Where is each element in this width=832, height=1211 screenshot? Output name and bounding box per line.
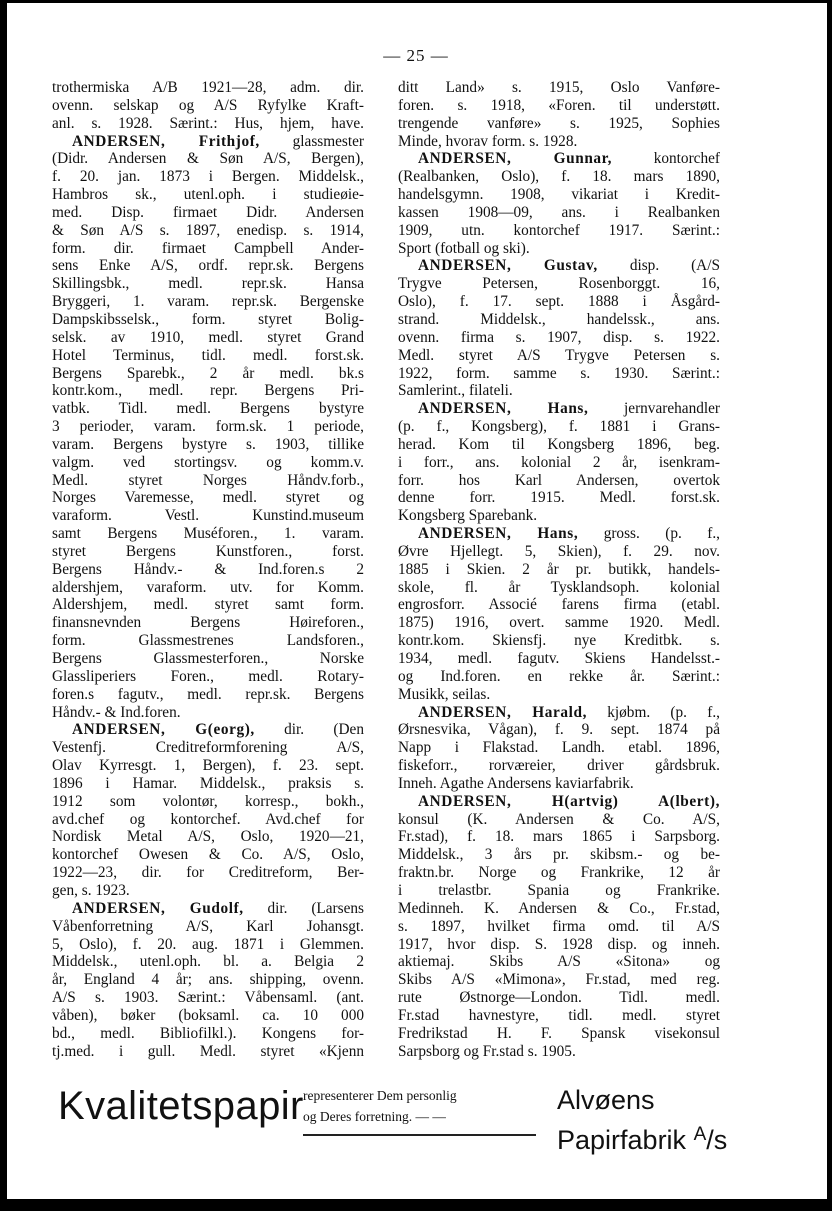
entry-text: Hotel Terminus, tidl. medl. forst.sk. [52, 346, 364, 364]
text-line [398, 1007, 720, 1025]
text-line [398, 454, 720, 472]
text-line [398, 721, 720, 739]
text-line [398, 757, 720, 775]
text-line [398, 793, 720, 811]
text-line [52, 240, 364, 258]
entry-text: kontorchef [612, 150, 720, 168]
text-line [398, 293, 720, 311]
text-line [398, 739, 720, 757]
entry-text: Napp i Flakstad. Landh. etabl. 1896, [398, 739, 720, 757]
entry-text: selsk. av 1910, medl. styret Grand [52, 328, 364, 346]
entry-text: samt Bergens Muséforen., 1. varam. [52, 525, 364, 543]
text-line [52, 704, 364, 722]
text-line [52, 222, 364, 240]
text-line [398, 115, 720, 133]
text-line [398, 650, 720, 668]
entry-text: handelsgymn. 1908, vikariat i Kredit- [398, 186, 720, 204]
entry-text: og Ind.foren. en rekke år. Særint.: [398, 667, 720, 685]
entry-text: engrosforr. Associé farens firma (etabl. [398, 596, 720, 614]
entry-text: styret Bergens Kunstforen., forst. [52, 542, 364, 560]
text-line [398, 186, 720, 204]
entry-text: trothermiska A/B 1921—28, adm. dir. [52, 79, 364, 96]
entry-text: finansnevnden Bergens Høireforen., [52, 614, 364, 632]
text-line [52, 329, 364, 347]
entry-text: Musikk, seilas. [398, 685, 491, 703]
text-line [52, 739, 364, 757]
entry-text: Bergens Håndv.- & Ind.foren.s 2 [52, 560, 364, 578]
text-line [52, 311, 364, 329]
text-line [398, 347, 720, 365]
text-line [52, 400, 364, 418]
entry-text: (Didr. Andersen & Søn A/S, Bergen), [52, 150, 364, 168]
entry-text: s. 1897, hvilket firma omd. til A/S [398, 917, 720, 935]
text-line [398, 1043, 720, 1061]
entry-text: & Søn A/S s. 1897, enedisp. s. 1914, [52, 221, 364, 239]
entry-text: Glassliperiers Foren., medl. Rotary- [52, 667, 364, 685]
text-line [52, 525, 364, 543]
ad-company-suffix: /s [706, 1125, 728, 1155]
entry-text: Medinneh. K. Andersen & Co., Fr.stad, [398, 899, 720, 917]
entry-text: konsul (K. Andersen & Co. A/S, [398, 810, 720, 828]
text-line [52, 900, 364, 918]
entry-text: tj.med. i gull. Medl. styret «Kjenn [52, 1042, 364, 1060]
text-line [398, 775, 720, 793]
text-line [398, 133, 720, 151]
text-line [52, 97, 364, 115]
text-line [398, 704, 720, 722]
entry-text: foren. s. 1918, «Foren. til understøtt. [398, 96, 720, 114]
entry-text: fiskeforr., rorværeier, driver gårdsbruk. [398, 757, 720, 775]
entry-text: 1875) 1916, overt. samme 1920. Medl. [398, 614, 720, 632]
entry-text: kassen 1908—09, ans. i Realbanken [398, 203, 720, 221]
text-line [52, 614, 364, 632]
entry-text: Ørsnesvika, Vågan), f. 9. sept. 1874 på [398, 721, 720, 739]
text-line [52, 918, 364, 936]
text-line [398, 222, 720, 240]
entry-name: ANDERSEN, Hans, [418, 525, 579, 543]
entry-text: Sarpsborg og Fr.stad s. 1905. [398, 1042, 576, 1060]
text-line [398, 561, 720, 579]
entry-name: ANDERSEN, H(artvig) A(lbert), [418, 792, 720, 810]
text-line [52, 828, 364, 846]
entry-text: Bergens Glassmesterforen., Norske [52, 650, 364, 667]
entry-text: forr. hos Karl Andersen, overtok [398, 471, 720, 489]
text-line [52, 79, 364, 97]
ad-company-line2 [557, 1124, 727, 1156]
text-line [398, 864, 720, 882]
entry-name: ANDERSEN, Hans, [418, 400, 589, 418]
text-line [52, 953, 364, 971]
text-line [52, 668, 364, 686]
entry-text: i trelastbr. Spania og Frankrike. [398, 881, 720, 899]
entry-text: Aldershjem, medl. styret samt form. [52, 596, 364, 614]
entry-text: 1917, hvor disp. S. 1928 disp. og inneh. [398, 935, 720, 953]
entry-text: 5, Oslo), f. 20. aug. 1871 i Glemmen. [52, 935, 364, 953]
entry-text: ovenn. firma s. 1907, disp. s. 1922. [398, 328, 720, 346]
entry-text: kontorchef Owesen & Co. A/S, Oslo, [52, 846, 364, 864]
page-frame-top [0, 0, 832, 3]
text-line [398, 204, 720, 222]
entry-text: varam. Bergens bystyre s. 1903, tillike [52, 435, 364, 453]
text-line [52, 1025, 364, 1043]
text-line [52, 757, 364, 775]
text-line [398, 257, 720, 275]
text-line [52, 775, 364, 793]
entry-text: trengende vanføre» s. 1925, Sophies [398, 114, 720, 132]
entry-text: form. Glassmestrenes Landsforen., [52, 632, 364, 650]
entry-text: kjøbm. (p. f., [587, 703, 721, 721]
text-line [52, 846, 364, 864]
text-line [52, 436, 364, 454]
entry-text: år, England 4 år; ans. shipping, ovenn. [52, 971, 364, 989]
entry-text: kontr.kom. Skiensfj. nye Kreditbk. s. [398, 632, 720, 650]
entry-text: Olav Kyrresgt. 1, Bergen), f. 23. sept. [52, 757, 364, 775]
text-line [398, 936, 720, 954]
entry-text: gen, s. 1923. [52, 881, 130, 899]
entry-text: glassmester [259, 132, 364, 150]
text-line [52, 543, 364, 561]
text-line [52, 507, 364, 525]
text-line [52, 1007, 364, 1025]
text-line [52, 579, 364, 597]
entry-text: denne forr. 1915. Medl. forst.sk. [398, 489, 720, 507]
entry-name: ANDERSEN, Gustav, [418, 257, 598, 275]
entry-text: 1885 i Skien. 2 år pr. butikk, handels- [398, 560, 720, 578]
entry-text: foren.s fagutv., medl. repr.sk. Bergens [52, 685, 364, 703]
entry-name: ANDERSEN, Gunnar, [418, 150, 613, 168]
entry-text: med. Disp. firmaet Didr. Andersen [52, 203, 364, 221]
entry-text: Middelsk., 3 års pr. skibsm.- og be- [398, 846, 720, 864]
entry-text: 1922—23, dir. for Creditreform, Ber- [52, 864, 364, 882]
text-line [52, 989, 364, 1007]
entry-text: 1922, form. samme s. 1930. Særint.: [398, 364, 720, 382]
entry-text: Medl. styret Norges Håndv.forb., [52, 471, 364, 489]
text-line [398, 900, 720, 918]
entry-text: Norges Varemesse, medl. styret og [52, 489, 364, 507]
text-line [398, 150, 720, 168]
entry-text: 1934, medl. fagutv. Skiens Handelsst.- [398, 650, 720, 667]
text-line [398, 400, 720, 418]
ad-tagline-line2: og Deres forretning. — — [303, 1109, 446, 1124]
entry-text: valgm. ved stortingsv. og komm.v. [52, 453, 364, 471]
entry-text: ditt Land» s. 1915, Oslo Vanføre- [398, 79, 720, 96]
entry-text: 3 perioder, varam. form.sk. 1 periode, [52, 418, 364, 436]
entry-text: gross. (p. f., [578, 525, 720, 543]
text-line [398, 240, 720, 258]
entry-text: (Realbanken, Oslo), f. 18. mars 1890, [398, 168, 720, 186]
entry-text: herad. Kom til Kongsberg 1896, beg. [398, 435, 720, 453]
text-line [52, 365, 364, 383]
text-line [398, 97, 720, 115]
text-line [52, 150, 364, 168]
text-line [52, 204, 364, 222]
entry-text: Medl. styret A/S Trygve Petersen s. [398, 346, 720, 364]
right-column [398, 79, 720, 1060]
text-line [398, 79, 720, 97]
entry-text: Sport (fotball og ski). [398, 239, 530, 257]
text-line [398, 275, 720, 293]
entry-text: strand. Middelsk., handelssk., ans. [398, 310, 720, 328]
text-line [398, 811, 720, 829]
text-line [52, 811, 364, 829]
entry-text: Inneh. Agathe Andersens kaviarfabrik. [398, 774, 634, 792]
page-frame-left [0, 0, 7, 1211]
text-line [398, 472, 720, 490]
entry-text: Vestenfj. Creditreformforening A/S, [52, 739, 364, 757]
text-line [398, 329, 720, 347]
entry-text: Øvre Hjellegt. 5, Skien), f. 29. nov. [398, 542, 720, 560]
text-line [398, 382, 720, 400]
text-line [52, 293, 364, 311]
entry-text: våben), bøker (boksaml. ca. 10 000 [52, 1006, 364, 1024]
entry-text: vatbk. Tidl. medl. Bergens bystyre [52, 400, 364, 418]
entry-text: 1912 som volontør, korresp., bokh., [52, 792, 364, 810]
text-line [52, 793, 364, 811]
text-line [52, 418, 364, 436]
text-line [398, 953, 720, 971]
text-line [52, 382, 364, 400]
entry-text: skole, fl. år Tysklandsoph. kolonial [398, 578, 720, 596]
entry-text: Håndv.- & Ind.foren. [52, 703, 181, 721]
page-number: — 25 — [383, 46, 449, 65]
entry-text: Dampskibsselsk., form. styret Bolig- [52, 310, 364, 328]
entry-text: disp. (A/S [597, 257, 720, 275]
text-line [398, 632, 720, 650]
text-line [398, 579, 720, 597]
entry-text: Nordisk Metal A/S, Oslo, 1920—21, [52, 828, 364, 846]
ad-company-name: Papirfabrik [557, 1125, 694, 1155]
entry-text: Fredrikstad H. F. Spansk visekonsul [398, 1024, 720, 1042]
text-line [398, 828, 720, 846]
text-line [398, 507, 720, 525]
text-line [398, 989, 720, 1007]
text-line [398, 668, 720, 686]
text-line [398, 168, 720, 186]
entry-text: Trygve Petersen, Rosenborggt. 16, [398, 275, 720, 293]
text-line [52, 971, 364, 989]
text-line [398, 525, 720, 543]
entry-text: Skillingsbk., medl. repr.sk. Hansa [52, 275, 364, 293]
text-line [398, 418, 720, 436]
text-line [398, 882, 720, 900]
left-column [52, 79, 364, 1060]
entry-text: bd., medl. Bibliofilkl.). Kongens for- [52, 1024, 364, 1042]
entry-text: dir. (Den [254, 721, 364, 739]
text-line [52, 489, 364, 507]
entry-name: ANDERSEN, Gudolf, [72, 899, 244, 917]
entry-text: Oslo), f. 17. sept. 1888 i Åsgård- [398, 293, 720, 311]
text-line [52, 561, 364, 579]
text-line [398, 365, 720, 383]
entry-text: Skibs A/S «Mimona», Fr.stad, med reg. [398, 971, 720, 989]
entry-text: Hambros sk., utenl.oph. i studieøie- [52, 186, 364, 204]
text-line [52, 186, 364, 204]
entry-text: f. 20. jan. 1873 i Bergen. Middelsk., [52, 168, 364, 186]
text-line [52, 472, 364, 490]
ad-company-suffix-sup: A [693, 1124, 707, 1145]
text-line [398, 614, 720, 632]
text-line [398, 1025, 720, 1043]
entry-text: aldershjem, varaform. utv. for Komm. [52, 578, 364, 596]
entry-text: 1909, utn. kontorchef 1917. Særint.: [398, 221, 720, 239]
text-line [52, 596, 364, 614]
entry-text: form. dir. firmaet Campbell Ander- [52, 239, 364, 257]
text-line [398, 436, 720, 454]
entry-text: Fr.stad havnestyre, tidl. medl. styret [398, 1006, 720, 1024]
text-line [52, 864, 364, 882]
entry-text: kontr.kom., medl. repr. Bergens Pri- [52, 382, 364, 400]
ad-divider [303, 1134, 536, 1136]
entry-text: anl. s. 1928. Særint.: Hus, hjem, have. [52, 114, 364, 132]
text-line [398, 543, 720, 561]
entry-text: Bryggeri, 1. varam. repr.sk. Bergenske [52, 293, 364, 311]
entry-text: ovenn. selskap og A/S Ryfylke Kraft- [52, 96, 364, 114]
text-line [52, 936, 364, 954]
text-line [52, 632, 364, 650]
ad-company-line1: Alvøens [557, 1085, 655, 1115]
entry-text: aktiemaj. Skibs A/S «Sitona» og [398, 953, 720, 971]
entry-text: 1896 i Hamar. Middelsk., praksis s. [52, 774, 364, 792]
text-line [398, 918, 720, 936]
text-line [52, 275, 364, 293]
text-line [52, 133, 364, 151]
entry-text: Samlerint., filateli. [398, 382, 513, 400]
text-line [398, 311, 720, 329]
text-line [52, 454, 364, 472]
entry-text: varaform. Vestl. Kunstind.museum [52, 507, 364, 525]
entry-name: ANDERSEN, Harald, [418, 703, 587, 721]
text-line [52, 882, 364, 900]
text-line [398, 686, 720, 704]
text-line [52, 168, 364, 186]
entry-text: Fr.stad), f. 18. mars 1865 i Sarpsborg. [398, 828, 720, 846]
text-line [398, 489, 720, 507]
entry-text: Middelsk., utenl.oph. bl. a. Belgia 2 [52, 953, 364, 971]
text-line [52, 686, 364, 704]
page-frame-right [827, 0, 832, 1211]
entry-name: ANDERSEN, G(eorg), [72, 721, 255, 739]
entry-text: avd.chef og kontorchef. Avd.chef for [52, 810, 364, 828]
page-frame-bottom [0, 1199, 832, 1211]
ad-tagline-line1: representerer Dem personlig [303, 1088, 457, 1103]
entry-text: A/S s. 1903. Særint.: Våbensaml. (ant. [52, 989, 364, 1007]
text-line [52, 257, 364, 275]
entry-text: Bergens Sparebk., 2 år medl. bk.s [52, 364, 364, 382]
entry-text: dir. (Larsens [243, 899, 364, 917]
entry-text: Kongsberg Sparebank. [398, 507, 538, 525]
entry-text: sens Enke A/S, ordf. repr.sk. Bergens [52, 257, 364, 275]
entry-text: fraktn.br. Norge og Frankrike, 12 år [398, 864, 720, 882]
entry-text: Minde, hvorav form. s. 1928. [398, 132, 578, 150]
text-line [52, 115, 364, 133]
text-line [52, 347, 364, 365]
text-line [52, 1043, 364, 1061]
entry-name: ANDERSEN, Frithjof, [72, 132, 260, 150]
text-line [398, 846, 720, 864]
text-line [52, 721, 364, 739]
entry-text: (p. f., Kongsberg), f. 1881 i Grans- [398, 418, 720, 436]
entry-text: jernvarehandler [588, 400, 720, 418]
entry-text: rute Østnorge—London. Tidl. medl. [398, 989, 720, 1007]
ad-headline: Kvalitetspapir [58, 1084, 304, 1128]
entry-text: Våbenforretning A/S, Karl Johansgt. [52, 917, 364, 935]
text-line [52, 650, 364, 668]
text-line [398, 596, 720, 614]
entry-text: i forr., ans. kolonial 2 år, isenkram- [398, 453, 720, 471]
text-line [398, 971, 720, 989]
